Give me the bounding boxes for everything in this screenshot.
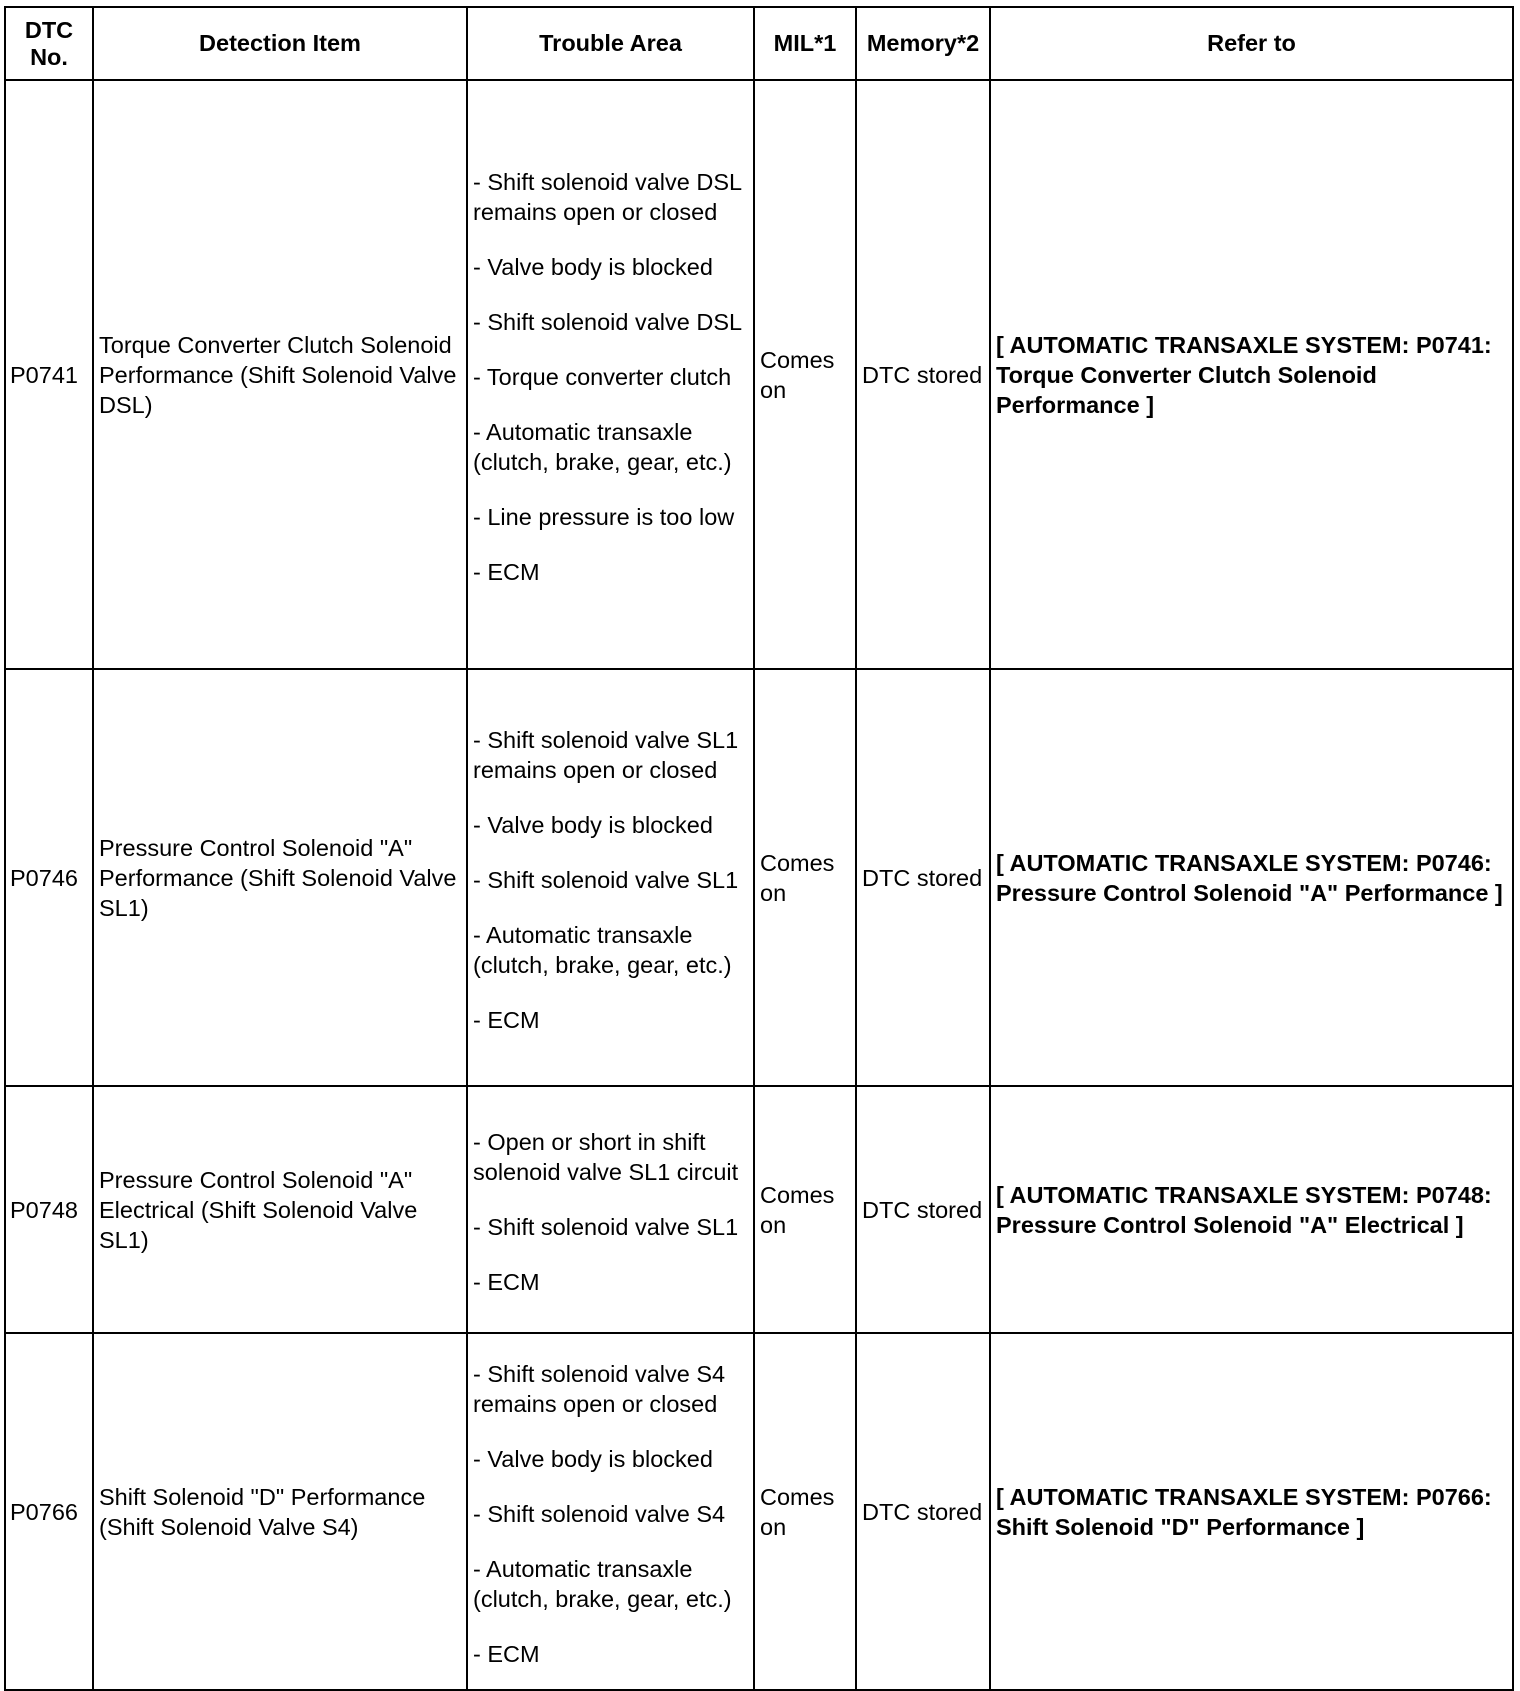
header-refer-to: Refer to	[990, 7, 1513, 80]
memory-status: DTC stored	[856, 669, 990, 1086]
mil-status: Comes on	[754, 1086, 856, 1333]
trouble-area	[467, 1086, 754, 1333]
trouble-item: - Line pressure is too low	[473, 504, 735, 530]
trouble-item: - Automatic transaxle (clutch, brake, gear, etc.)	[473, 922, 732, 978]
trouble-item: - Automatic transaxle (clutch, brake, gear, etc.)	[473, 419, 732, 475]
refer-to-link[interactable]: [ AUTOMATIC TRANSAXLE SYSTEM: P0746: Pressure Control Solenoid "A" Performance ]	[990, 669, 1513, 1086]
dtc-code: P0748	[5, 1086, 93, 1333]
table-row	[5, 1333, 1513, 1690]
trouble-item: - Valve body is blocked	[473, 812, 713, 838]
header-memory: Memory*2	[856, 7, 990, 80]
trouble-item: - Shift solenoid valve S4	[473, 1501, 726, 1527]
trouble-item: - Open or short in shift solenoid valve SL1 circuit	[473, 1129, 739, 1185]
trouble-list	[473, 725, 748, 1035]
table-row	[5, 80, 1513, 669]
trouble-item: - Valve body is blocked	[473, 1446, 713, 1472]
trouble-item: - Shift solenoid valve DSL	[473, 309, 743, 335]
dtc-code: P0741	[5, 80, 93, 669]
detection-item: Pressure Control Solenoid "A" Performance (Shift Solenoid Valve SL1)	[93, 669, 467, 1086]
dtc-code: P0766	[5, 1333, 93, 1690]
trouble-list	[473, 1127, 748, 1297]
trouble-item: - Shift solenoid valve DSL remains open or closed	[473, 169, 742, 225]
trouble-item: - Shift solenoid valve SL1 remains open or closed	[473, 727, 739, 783]
trouble-item: - Shift solenoid valve S4 remains open or closed	[473, 1361, 726, 1417]
trouble-item: - Shift solenoid valve SL1	[473, 867, 739, 893]
refer-to-link[interactable]: [ AUTOMATIC TRANSAXLE SYSTEM: P0766: Shift Solenoid "D" Performance ]	[990, 1333, 1513, 1690]
dtc-code: P0746	[5, 669, 93, 1086]
mil-status: Comes on	[754, 80, 856, 669]
header-dtc-no: DTC No.	[5, 7, 93, 80]
mil-status: Comes on	[754, 669, 856, 1086]
header-detection-item: Detection Item	[93, 7, 467, 80]
detection-item: Torque Converter Clutch Solenoid Performance (Shift Solenoid Valve DSL)	[93, 80, 467, 669]
memory-status: DTC stored	[856, 1086, 990, 1333]
header-mil: MIL*1	[754, 7, 856, 80]
refer-to-link[interactable]: [ AUTOMATIC TRANSAXLE SYSTEM: P0748: Pressure Control Solenoid "A" Electrical ]	[990, 1086, 1513, 1333]
trouble-item: - ECM	[473, 1007, 540, 1033]
refer-to-link[interactable]: [ AUTOMATIC TRANSAXLE SYSTEM: P0741: Torque Converter Clutch Solenoid Performance ]	[990, 80, 1513, 669]
trouble-item: - ECM	[473, 559, 540, 585]
trouble-item: - ECM	[473, 1269, 540, 1295]
mil-status: Comes on	[754, 1333, 856, 1690]
detection-item: Shift Solenoid "D" Performance (Shift Solenoid Valve S4)	[93, 1333, 467, 1690]
trouble-list	[473, 167, 748, 587]
trouble-item: - ECM	[473, 1641, 540, 1667]
dtc-table	[4, 6, 1514, 1691]
detection-item: Pressure Control Solenoid "A" Electrical (Shift Solenoid Valve SL1)	[93, 1086, 467, 1333]
trouble-list	[473, 1359, 748, 1669]
trouble-area	[467, 669, 754, 1086]
memory-status: DTC stored	[856, 80, 990, 669]
trouble-item: - Valve body is blocked	[473, 254, 713, 280]
trouble-area	[467, 1333, 754, 1690]
header-trouble-area: Trouble Area	[467, 7, 754, 80]
trouble-item: - Automatic transaxle (clutch, brake, gear, etc.)	[473, 1556, 732, 1612]
table-row	[5, 1086, 1513, 1333]
trouble-area	[467, 80, 754, 669]
table-row	[5, 669, 1513, 1086]
memory-status: DTC stored	[856, 1333, 990, 1690]
trouble-item: - Torque converter clutch	[473, 364, 732, 390]
header-row	[5, 7, 1513, 80]
trouble-item: - Shift solenoid valve SL1	[473, 1214, 739, 1240]
